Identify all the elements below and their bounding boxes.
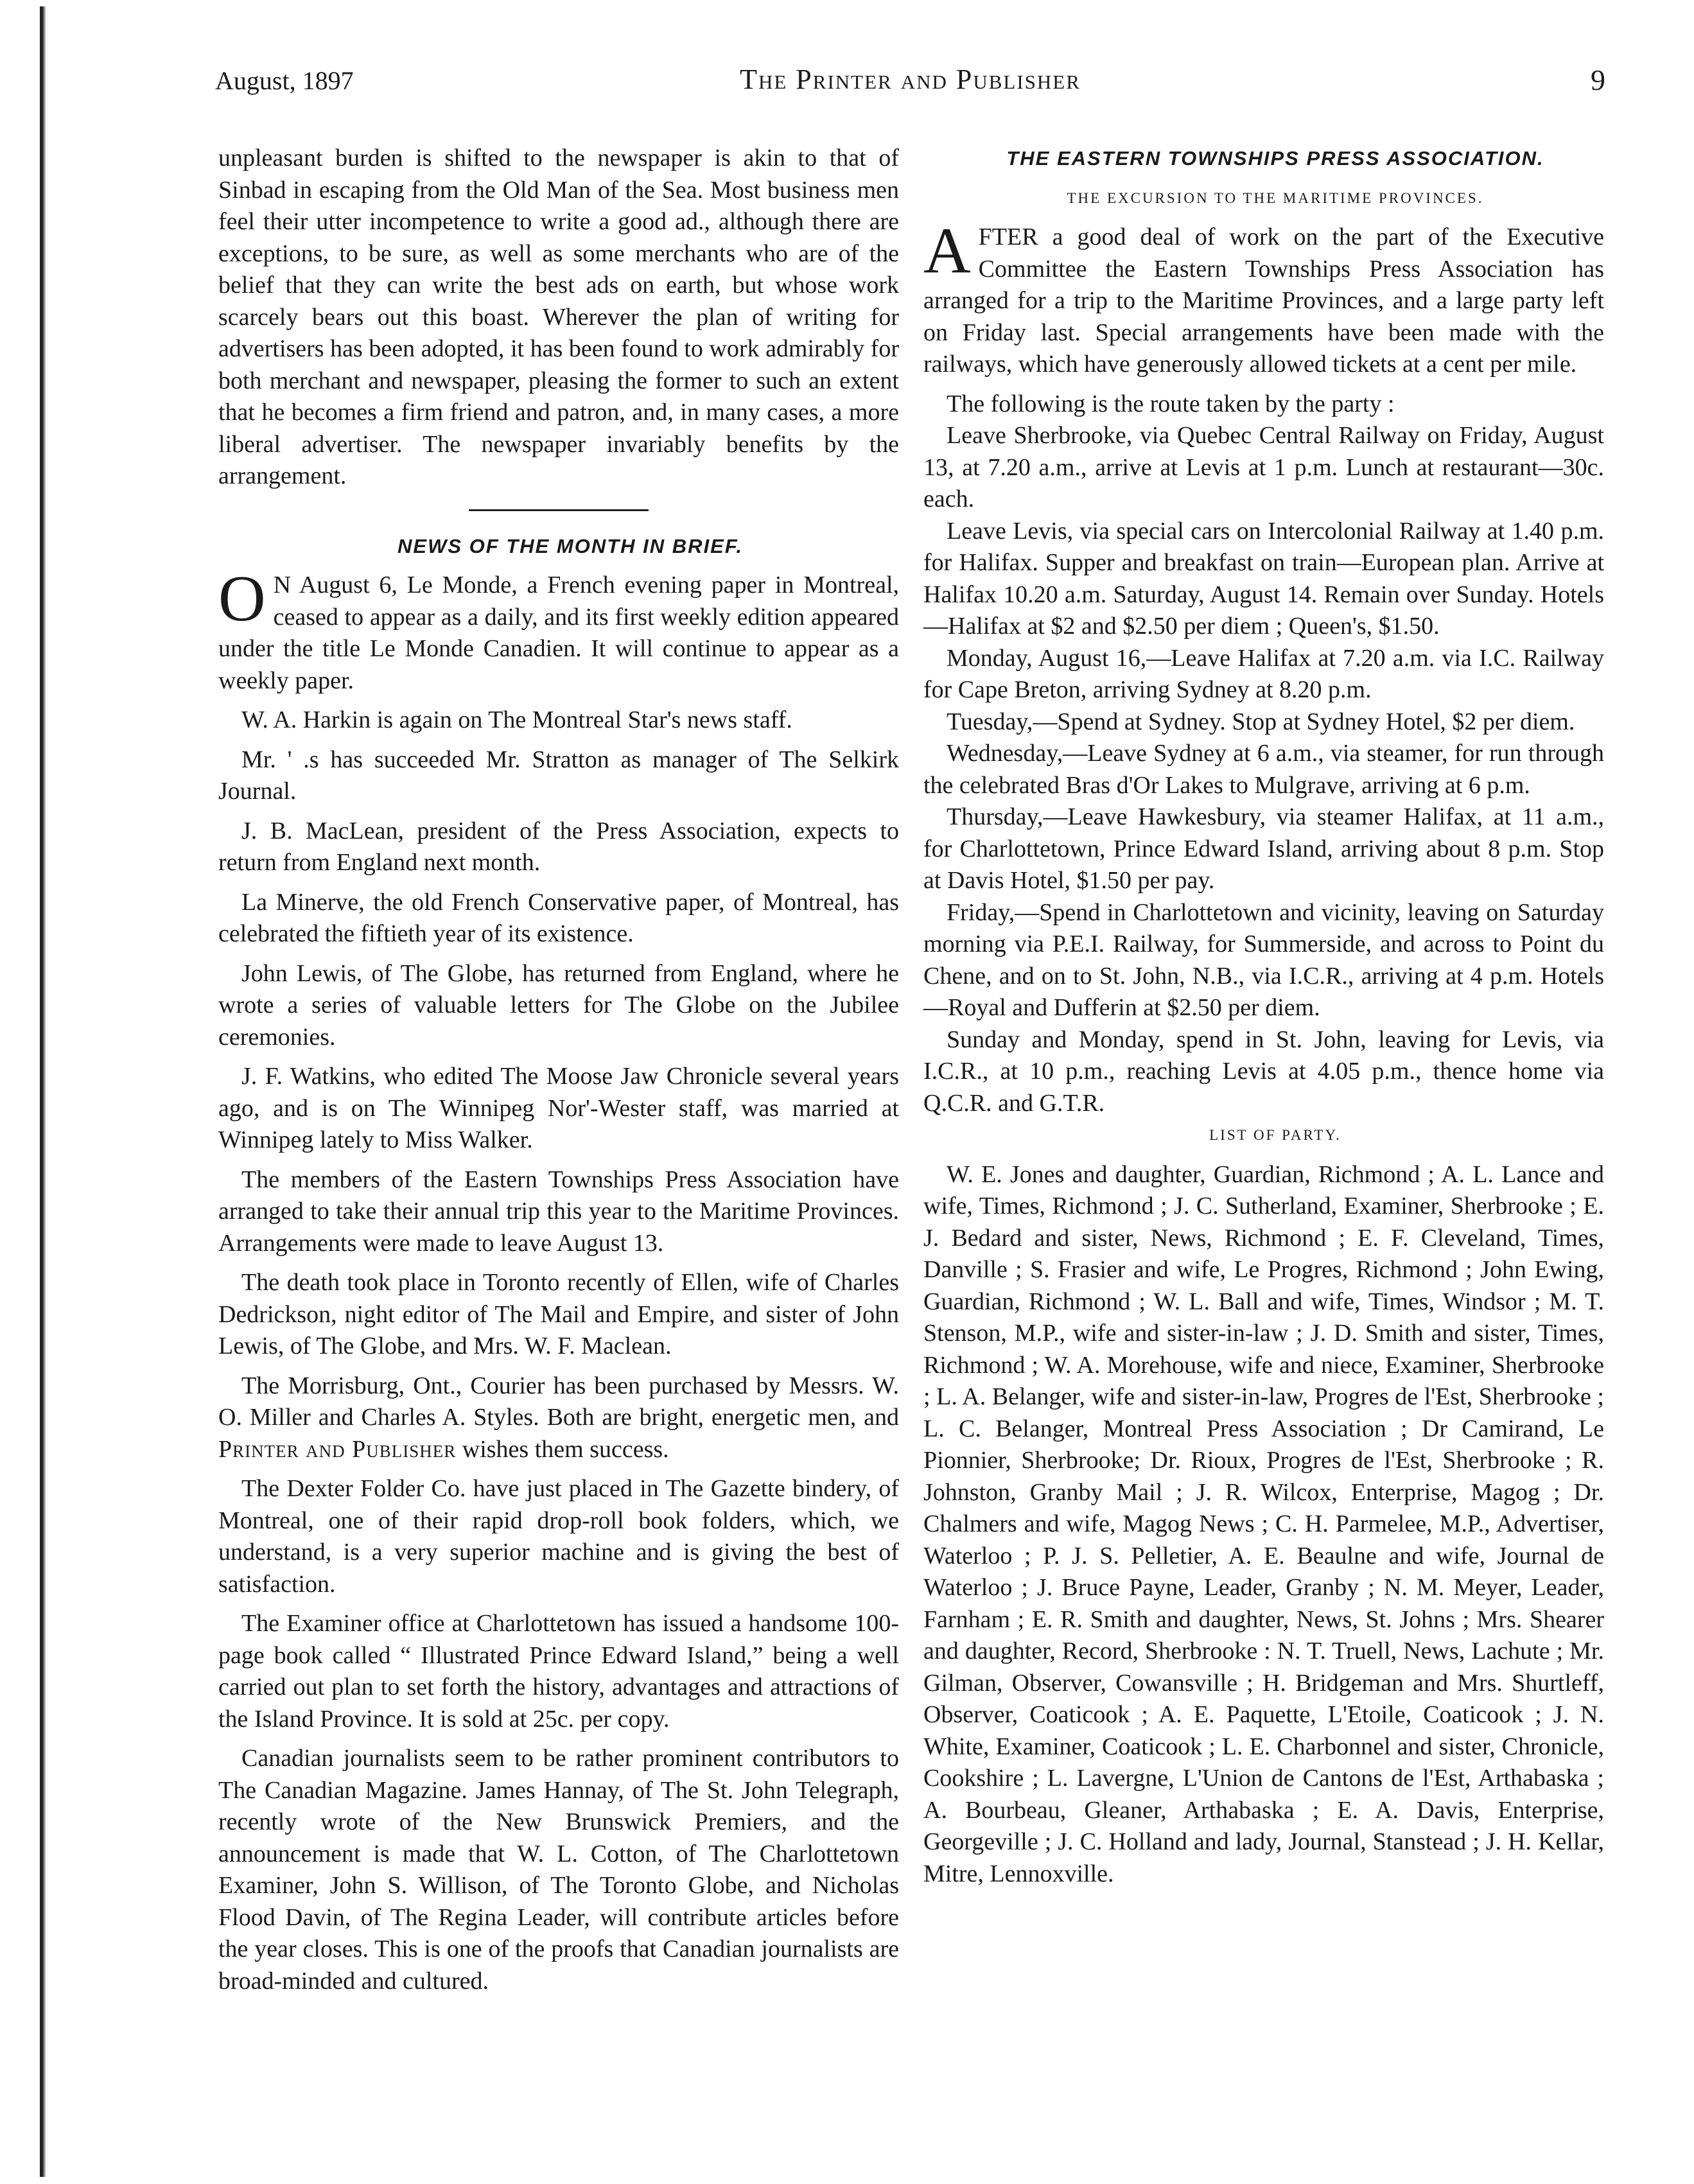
news-section-title: NEWS OF THE MONTH IN BRIEF.	[397, 534, 743, 557]
news-item: The Morrisburg, Ont., Courier has been purchased by Messrs. W. O. Miller and Charles A. Styles. Both are bright, energetic men, and Printer and Publisher wishes them success.	[218, 1372, 899, 1463]
news-item: The death took place in Toronto recently of Ellen, wife of Charles Dedrickson, night editor of The Mail and Empire, and sister of John Lewis, of The Globe, and Mrs. W. F. Maclean.	[218, 1269, 899, 1359]
page-number: 9	[1591, 64, 1605, 96]
journal-title: The Printer and Publisher	[740, 64, 1081, 95]
itinerary-item: Friday,—Spend in Charlottetown and vicinity, leaving on Saturday morning via P.E.I. Railway, for Summerside, and across to Point du Chene, and on to St. John, N.B., via I.C.R., arriving at 4 p.m. Hotels—Royal and Dufferin at $2.50 per diem.	[923, 898, 1604, 1021]
article-paragraph: AFTER a good deal of work on the part of the Executive Committee the Eastern Townships Press Association has arranged for a trip to the Maritime Provinces, and a large party left on Friday last. Special arrangements have been made with the railways, which have generously allowed tickets at a cent per mile.	[923, 214, 1604, 378]
news-item: Canadian journalists seem to be rather prominent contributors to The Canadian Magazine. James Hannay, of The St. John Telegraph, recently wrote of the New Brunswick Premiers, and the announcement is made that W. L. Cotton, of The Charlottetown Examiner, John S. Willison, of The Toronto Globe, and Nicholas Flood Davin, of The Regina Leader, will contribute articles before the year closes. This is one of the proofs that Canadian journalists are broad-minded and cultured.	[218, 1745, 899, 1995]
scan-edge-mark	[40, 6, 46, 2177]
issue-date: August, 1897	[215, 66, 354, 95]
itinerary-item: Sunday and Monday, spend in St. John, leaving for Levis, via I.C.R., at 10 p.m., reaching Levis at 4.05 p.m., thence home via Q.C.R. and G.T.R.	[923, 1026, 1604, 1117]
news-item: The Dexter Folder Co. have just placed in The Gazette bindery, of Montreal, one of their rapid drop-roll book folders, which, we understand, is a very superior machine and is giving the best of satisfaction.	[218, 1475, 899, 1598]
itinerary-item: Monday, August 16,—Leave Halifax at 7.20 a.m. via I.C. Railway for Cape Breton, arriving Sydney at 8.20 p.m.	[923, 644, 1604, 703]
article-subtitle: THE EXCURSION TO THE MARITIME PROVINCES.	[1067, 189, 1484, 206]
drop-cap: O	[218, 563, 266, 635]
drop-cap: A	[923, 214, 971, 287]
article-title: THE EASTERN TOWNSHIPS PRESS ASSOCIATION.	[1006, 147, 1544, 170]
news-item: John Lewis, of The Globe, has returned from England, where he wrote a series of valuable letters for The Globe on the Jubilee ceremonies.	[218, 959, 899, 1051]
news-item: The Examiner office at Charlottetown has issued a handsome 100-page book called “ Illustrated Prince Edward Island,” being a well carried out plan to set forth the history, advantages and attractions of the Island Province. It is sold at 25c. per copy.	[218, 1610, 899, 1733]
itinerary-item: Tuesday,—Spend at Sydney. Stop at Sydney Hotel, $2 per diem.	[947, 708, 1575, 735]
itinerary-item: Wednesday,—Leave Sydney at 6 a.m., via steamer, for run through the celebrated Bras d'Or Lakes to Mulgrave, arriving at 6 p.m.	[923, 740, 1604, 799]
section-divider	[469, 509, 649, 511]
article-continuation: unpleasant burden is shifted to the newspaper is akin to that of Sinbad in escaping from the Old Man of the Sea. Most business men feel their utter incompetence to write a good ad., although there are exceptions, to be sure, as well as some merchants who are of the belief that they can write the best ads on earth, but whose work scarcely bears out this boast. Wherever the plan of writing for advertisers has been adopted, it has been found to work admirably for both merchant and newspaper, pleasing the former to such an extent that he becomes a firm friend and patron, and, in many cases, a more liberal advertiser. The newspaper invariably benefits by the arrangement.	[218, 144, 899, 489]
itinerary-item: Leave Levis, via special cars on Intercolonial Railway at 1.40 p.m. for Halifax. Supper and breakfast on train—European plan. Arrive at Halifax 10.20 a.m. Saturday, August 14. Remain over Sunday. Hotels—Halifax at $2 and $2.50 per diem ; Queen's, $1.50.	[923, 517, 1604, 640]
news-item: Mr. ' .s has succeeded Mr. Stratton as manager of The Selkirk Journal.	[218, 746, 899, 805]
party-list: W. E. Jones and daughter, Guardian, Richmond ; A. L. Lance and wife, Times, Richmond ; J. C. Sutherland, Examiner, Sherbrooke ; E. J. Bedard and sister, News, Richmond ; E. F. Cleveland, Times, Danville ; S. Frasier and wife, Le Progres, Richmond ; John Ewing, Guardian, Richmond ; W. L. Ball and wife, Times, Windsor ; M. T. Stenson, M.P., wife and sister-in-law ; J. D. Smith and sister, Times, Richmond ; W. A. Morehouse, wife and niece, Examiner, Sherbrooke ; L. A. Belanger, wife and sister-in-law, Progres de l'Est, Sherbrooke ; L. C. Belanger, Montreal Press Association ; Dr Camirand, Le Pionnier, Sherbrooke; Dr. Rioux, Progres de l'Est, Sherbrooke ; R. Johnston, Granby Mail ; J. R. Wilcox, Enterprise, Magog ; Dr. Chalmers and wife, Magog News ; C. H. Parmelee, M.P., Advertiser, Waterloo ; P. J. S. Pelletier, A. E. Beaulne and wife, Journal de Waterloo ; J. Bruce Payne, Leader, Granby ; N. M. Meyer, Leader, Farnham ; E. R. Smith and daughter, News, St. Johns ; Mrs. Shearer and daughter, Record, Sherbrooke : N. T. Truell, News, Lachute ; Mr. Gilman, Observer, Cowansville ; H. Bridgeman and Mrs. Shurtleff, Observer, Coaticook ; A. E. Paquette, L'Etoile, Coaticook ; J. N. White, Examiner, Coaticook ; L. E. Charbonnel and sister, Chronicle, Cookshire ; L. Lavergne, L'Union de Cantons de l'Est, Arthabaska ; A. Bourbeau, Gleaner, Arthabaska ; E. A. Davis, Enterprise, Georgeville ; J. C. Holland and lady, Journal, Stanstead ; J. H. Kellar, Mitre, Lennoxville.	[923, 1160, 1604, 1887]
news-item: W. A. Harkin is again on The Montreal Star's news staff.	[241, 706, 792, 733]
page-header	[215, 59, 1605, 98]
itinerary-item: Leave Sherbrooke, via Quebec Central Railway on Friday, August 13, at 7.20 a.m., arrive at Levis at 1 p.m. Lunch at restaurant—30c. each.	[923, 422, 1604, 512]
right-column	[923, 143, 1604, 1890]
news-item: J. F. Watkins, who edited The Moose Jaw Chronicle several years ago, and is on The Winnipeg Nor'-Wester staff, was married at Winnipeg lately to Miss Walker.	[218, 1063, 899, 1153]
news-item: The members of the Eastern Townships Press Association have arranged to take their annual trip this year to the Maritime Provinces. Arrangements were made to leave August 13.	[218, 1166, 899, 1257]
itinerary-item: Thursday,—Leave Hawkesbury, via steamer Halifax, at 11 a.m., for Charlottetown, Prince Edward Island, arriving about 8 p.m. Stop at Davis Hotel, $1.50 per pay.	[923, 803, 1604, 894]
party-list-title: LIST OF PARTY.	[1209, 1127, 1341, 1143]
news-item: J. B. MacLean, president of the Press Association, expects to return from England next month.	[218, 817, 899, 876]
news-item: O N August 6, Le Monde, a French evening paper in Montreal, ceased to appear as a daily, and its first weekly edition appeared under the title Le Monde Canadien. It will continue to appear as a weekly paper.	[218, 563, 899, 694]
article-paragraph: The following is the route taken by the party :	[947, 390, 1395, 417]
news-item: La Minerve, the old French Conservative paper, of Montreal, has celebrated the fiftieth year of its existence.	[218, 888, 899, 947]
left-column	[218, 143, 899, 1997]
